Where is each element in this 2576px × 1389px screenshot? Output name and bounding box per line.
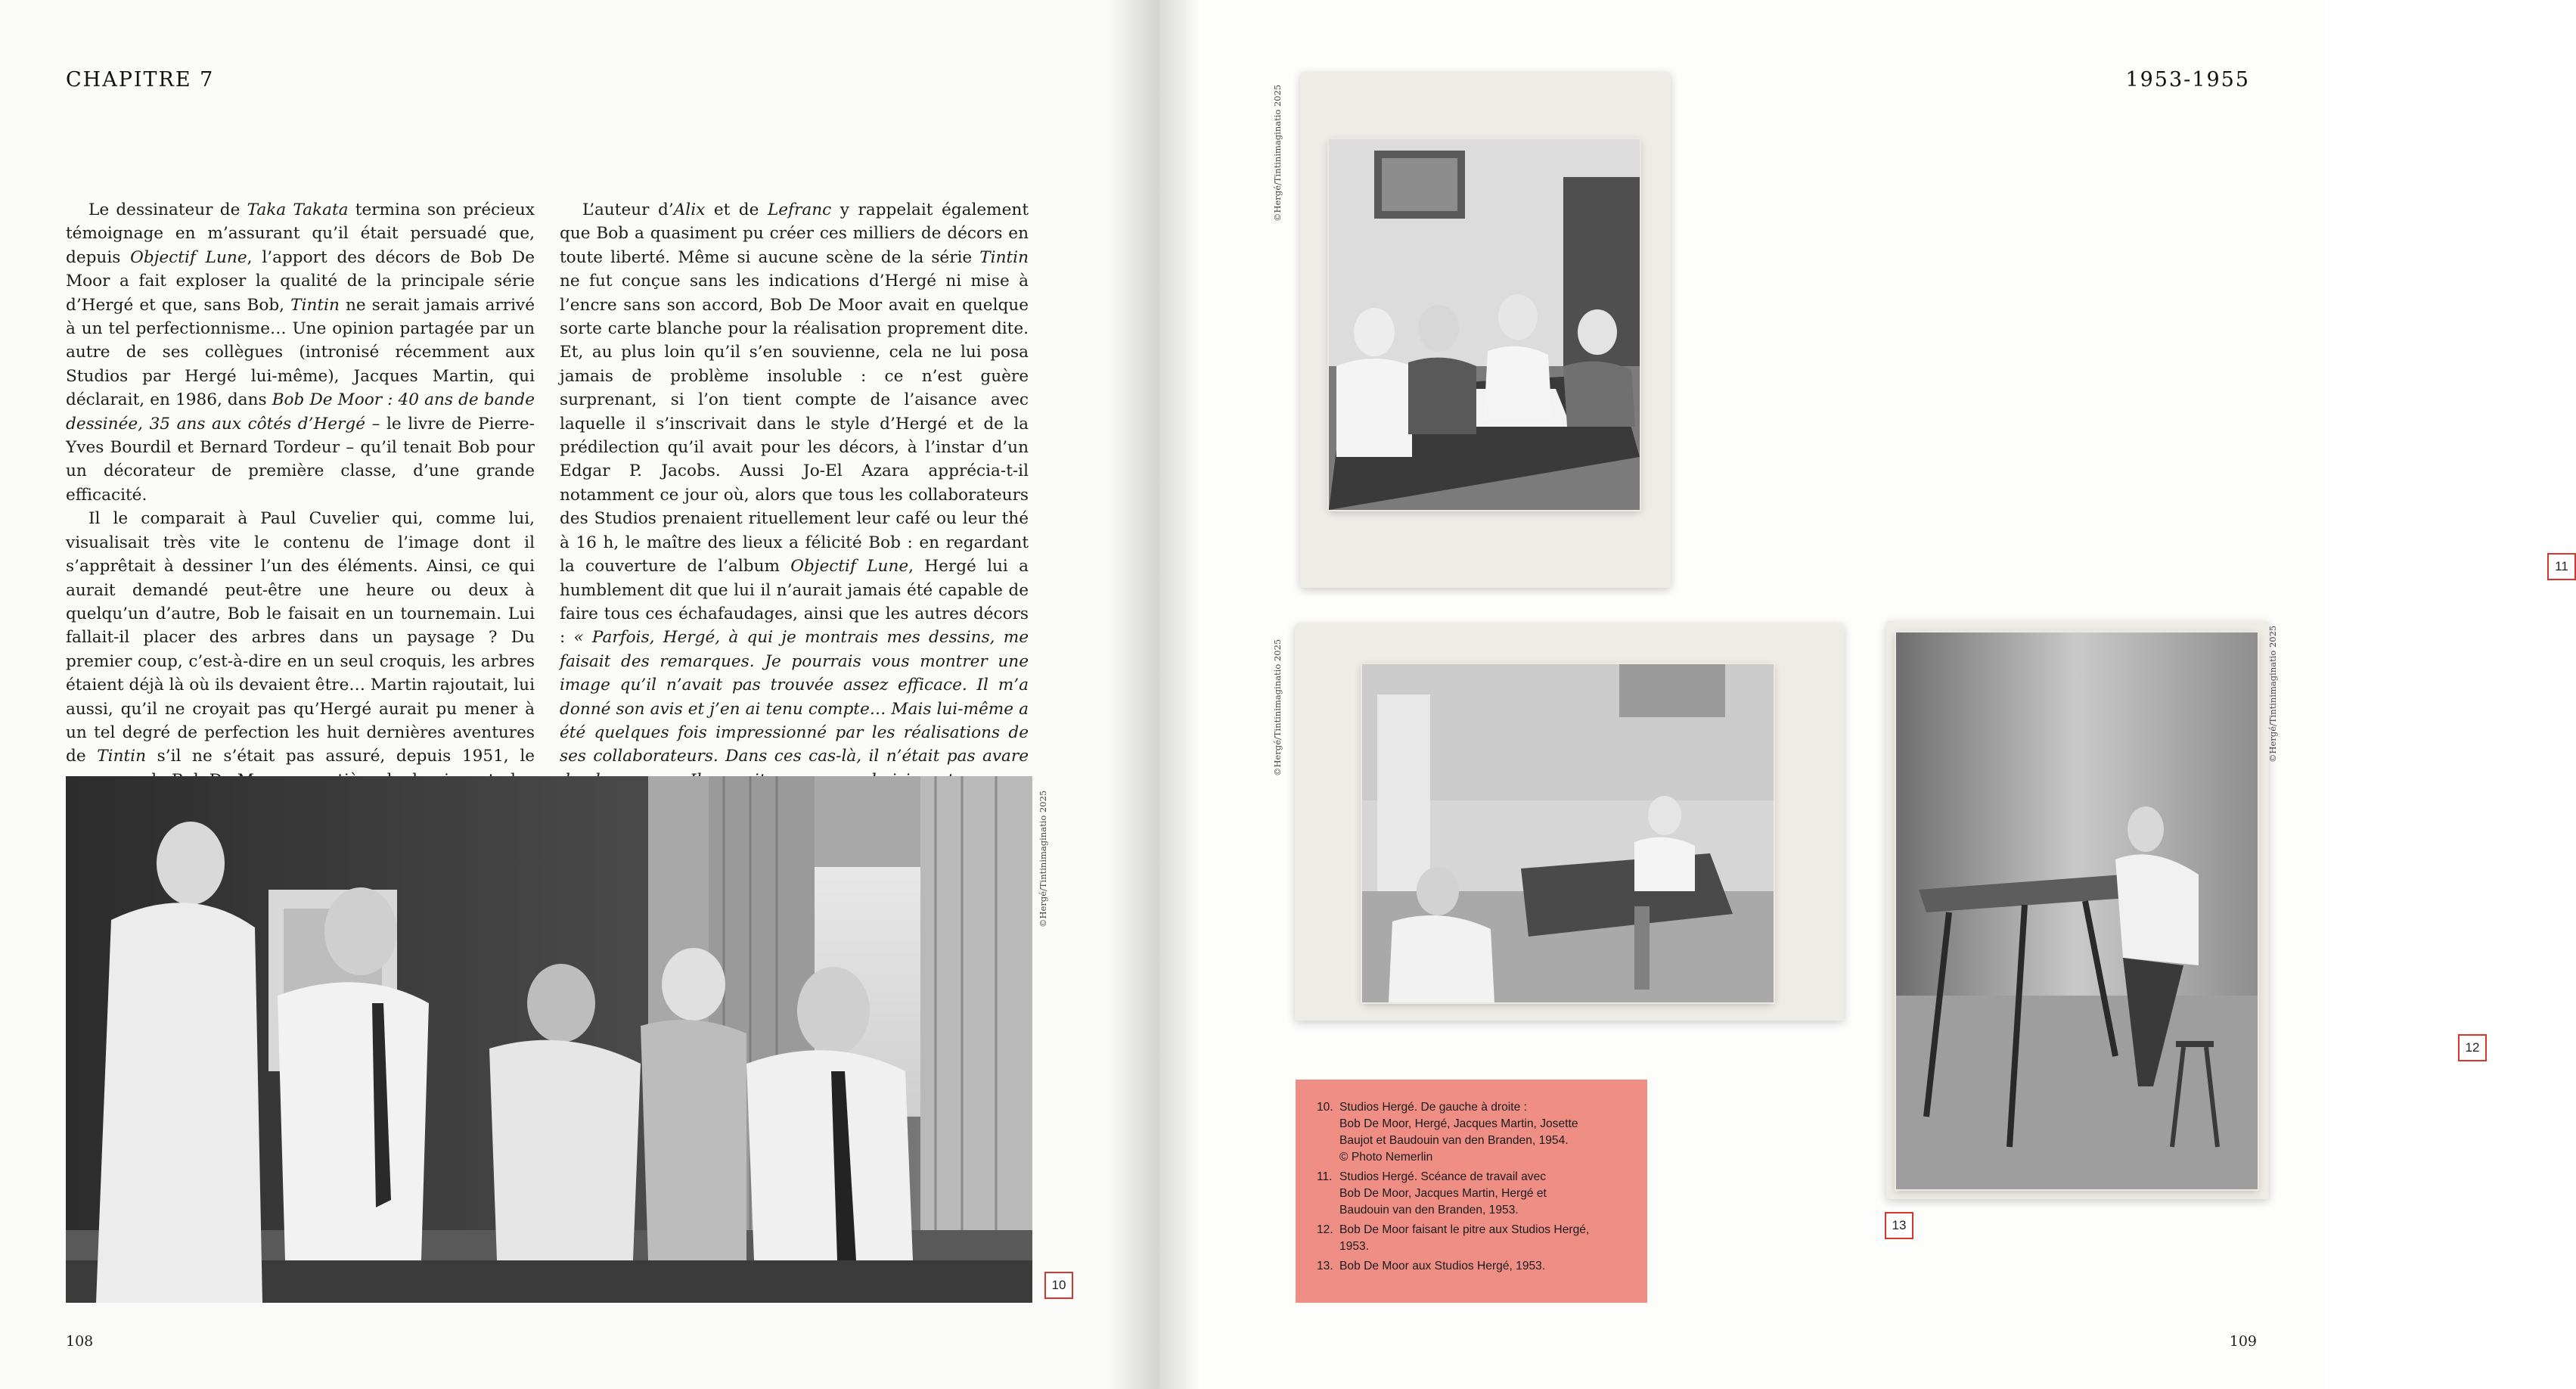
caption-item [1317,1099,1634,1166]
figure-number-13: 13 [1885,1212,1913,1239]
text-run: termina son précieux témoignage en m’assurant qu’il était persuadé que, depuis [66,200,535,267]
photo-12-clowning [1362,664,1774,1002]
caption-item [1317,1169,1634,1219]
caption-text: Studios Hergé. De gauche à droite : Bob De Moor, Hergé, Jacques Martin, Josette Baujot et Baudouin van den Branden, 1954. © Photo Nemerlin [1339,1101,1578,1164]
date-running-head: 1953-1955 [2125,68,2250,92]
italic-run: Objectif Lune [130,247,247,267]
text-run: , l’apport des décors de Bob De Moor a fait exploser la qualité de la principale série d’Hergé et que, sans Bob, [66,247,535,315]
italic-run: « Parfois, Hergé, à qui je montrais mes dessins, me faisait des remarques. Je pourrais vous montrer une image qu’il n’avait pas trouvée assez efficace. Il m’a donné son avis et j’en ai tenu compte… Mais lui-même a été quelques fois impressionné par les réalisations de ses collaborateurs. Dans ces cas-là, il n’était pas avare [560,628,1029,766]
gutter-shadow-right [1159,0,1201,1389]
text-run: et de [705,200,768,219]
photo-credit-11: ©Hergé/Tintinimaginatio 2025 [1272,84,1283,222]
text-column-1 [66,198,535,816]
photo-credit-13: ©Hergé/Tintinimaginatio 2025 [2267,625,2278,763]
figure-number-11: 11 [2547,553,2576,580]
photo-11-working-session [1329,139,1640,510]
text-run: ne serait jamais arrivé à un tel perfectionnisme… Une opinion partagée par un autre de ses collègues (intronisé récemment aux Studios par Hergé lui-même), Jacques Martin, qui déclarait, en 1986, dans [66,295,535,410]
italic-run: Lefranc [767,200,832,219]
text-run: s’il ne s’était pas assuré, depuis 1951, le [157,747,535,766]
photo-13-drawing-desk [1896,632,2258,1189]
body-paragraph [66,198,535,507]
caption-list [1296,1080,1647,1275]
caption-number: 12. [1317,1223,1333,1236]
caption-text: Bob De Moor aux Studios Hergé, 1953. [1339,1260,1546,1272]
chapter-running-head: CHAPITRE 7 [66,68,215,92]
text-run: Il le comparait à Paul Cuvelier qui, comme lui, visualisait très vite le contenu de l’image dont il s’apprêtait à dessiner l’un des éléments. Ainsi, ce qui aurait demandé peut-être une heure ou deux à quelqu’un d’autre, Bob le faisait en un tournemain. Lui fallait-il placer des arbres dans un paysage ? Du premier coup, c’est-à-dire en un seul croquis, les arbres étaient déjà là où ils devaient être… Martin rajoutait, lui aussi, qu’il ne croyait pas qu’Hergé aurait pu mener à un tel degré de perfection les huit dernières aventures de [66,509,535,766]
text-run: , Hergé lui a humblement dit que lui il n’aurait jamais été capable de faire tous ces échafaudages, ainsi que les autres décors : [560,557,1029,648]
text-run: Le dessinateur de [88,200,247,219]
caption-text: Studios Hergé. Scéance de travail avec Bob De Moor, Jacques Martin, Hergé et Baudouin van den Branden, 1953. [1339,1170,1547,1217]
photo-10-studio-group [66,776,1032,1303]
text-run: ne fut conçue sans les indications d’Hergé ni mise à l’encre sans son accord, Bob De Moor avait en quelque sorte carte blanche pour la réalisation proprement dite. Et, au plus loin qu’il s’en souvienne, cela ne lui posa jamais de problème insoluble : ce n’est guère surprenant, si l’on tient compte de l’aisance avec laquelle il s’inscrivait dans le style d’Hergé et de la prédilection qu’il avait pour les décors, à l’instar d’un Edgar P. Jacobs. Aussi Jo-El Azara apprécia-t-il notamment ce jour où, alors que tous les collaborateurs des Studios prenaient rituellement leur café ou leur thé à 16 h, le maître des lieux a félicité Bob : en regardant la couverture de l’album [560,272,1029,576]
photo-credit-12: ©Hergé/Tintinimaginatio 2025 [1272,639,1283,776]
figure-number-12: 12 [2458,1034,2487,1061]
body-paragraph [66,507,535,816]
italic-run: Tintin [979,247,1029,267]
caption-item [1317,1258,1634,1275]
text-column-2 [560,198,1029,816]
text-run: L’auteur d’ [582,200,674,219]
caption-number: 11. [1317,1170,1333,1183]
captions-box [1296,1080,1647,1303]
page-number-left: 108 [66,1333,94,1350]
gutter-shadow-left [1106,0,1159,1389]
text-run: – le livre de Pierre-Yves Bourdil et Bernard Tordeur – qu’il tenait Bob pour un décorateur de première classe, d’une grande efficacité. [66,414,535,505]
italic-run: Taka Takata [247,200,349,219]
body-paragraph [560,198,1029,816]
photo-credit-10: ©Hergé/Tintinimaginatio 2025 [1038,790,1048,928]
caption-item [1317,1222,1634,1255]
caption-number: 13. [1317,1260,1333,1272]
italic-run: Objectif Lune [790,557,909,576]
text-run: y rappelait également que Bob a quasiment pu créer ces milliers de décors en toute liberté. Même si aucune scène de la série [560,200,1029,267]
italic-run: Tintin [290,295,340,315]
italic-run: Bob De Moor : 40 ans de bande dessinée, 35 ans aux côtés d’Hergé [66,390,535,433]
caption-text: Bob De Moor faisant le pitre aux Studios Hergé, 1953. [1339,1223,1590,1253]
left-page [0,0,1159,1389]
figure-number-10: 10 [1044,1272,1073,1299]
italic-run: Tintin [97,747,146,766]
page-number-right: 109 [2229,1333,2257,1350]
caption-number: 10. [1317,1101,1333,1114]
italic-run: Alix [673,200,706,219]
